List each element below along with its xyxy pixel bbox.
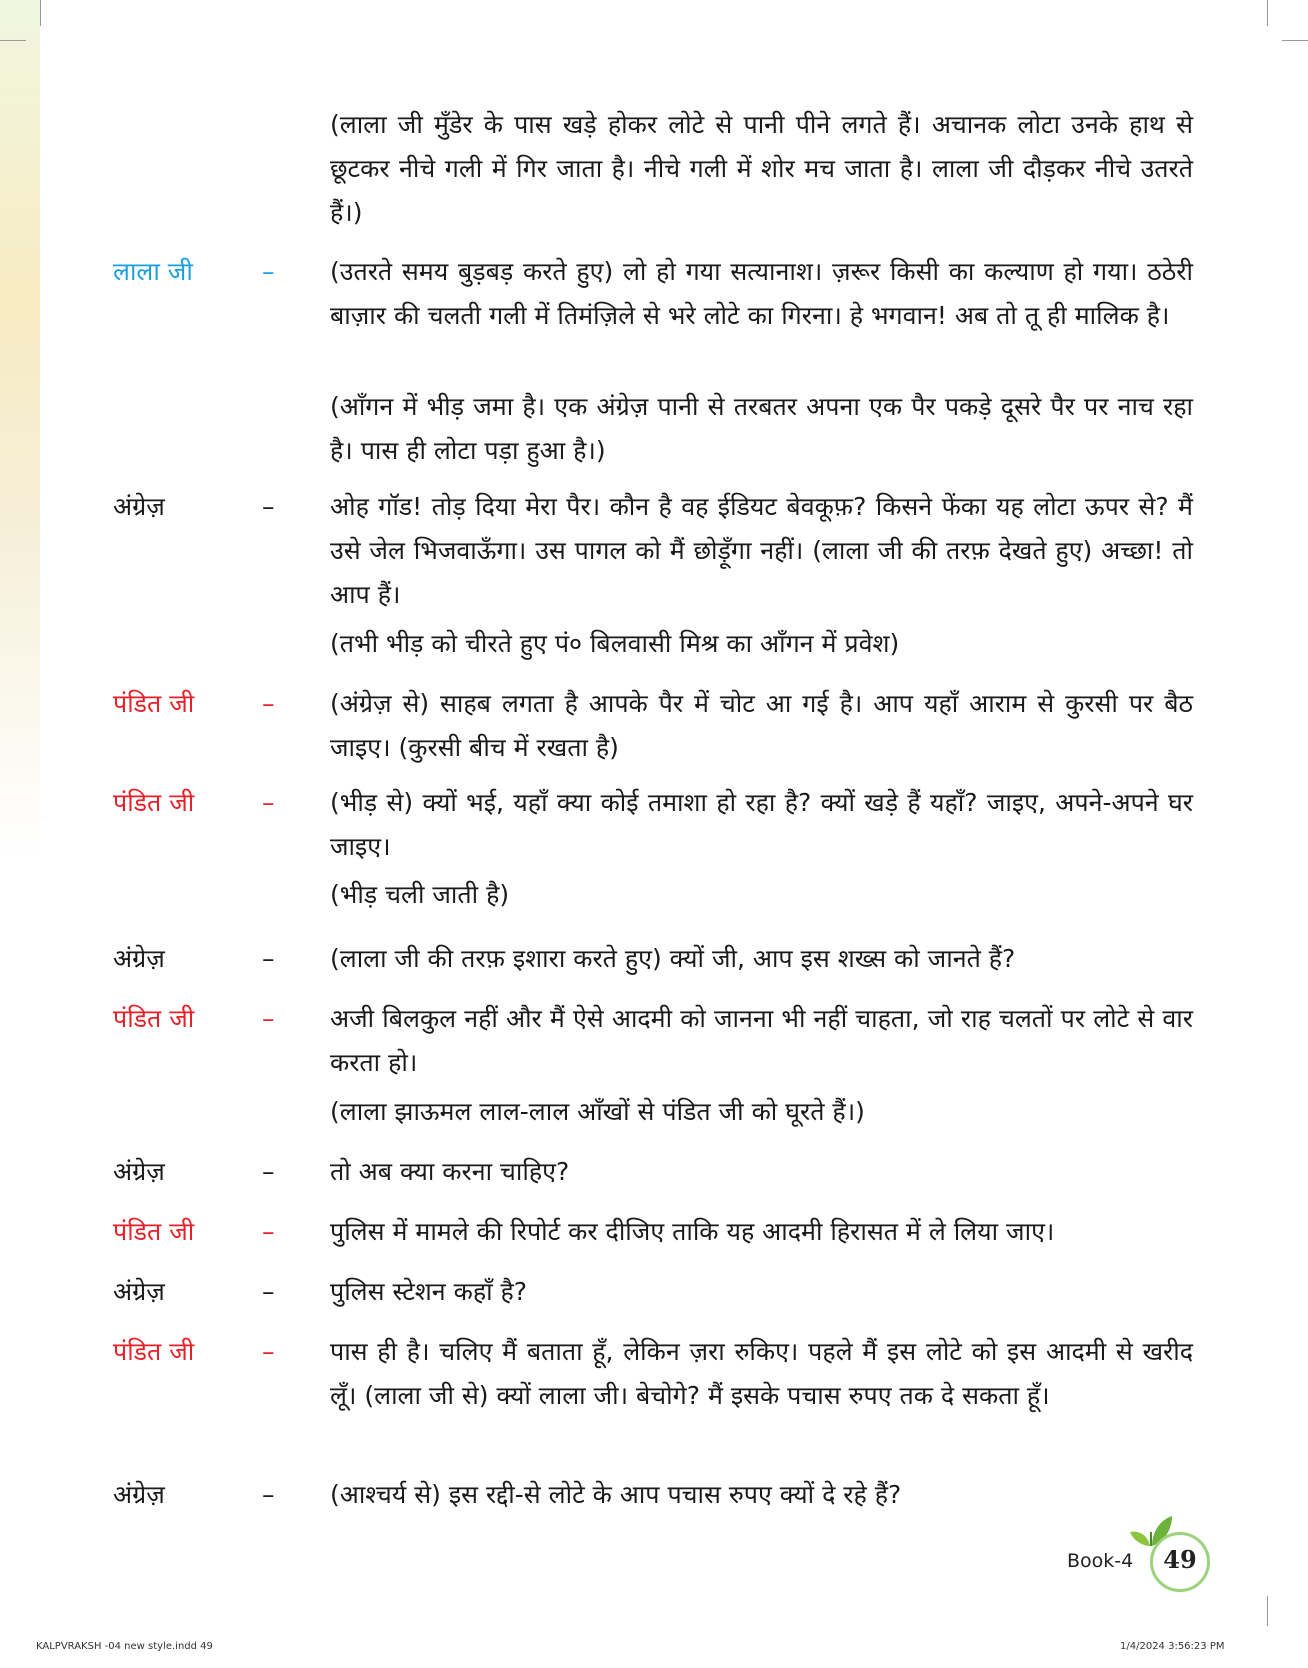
speaker-dash: – — [262, 257, 275, 286]
dialogue-text: ओह गॉड! तोड़ दिया मेरा पैर। कौन है वह ईडियट बेवकूफ़? किसने फेंका यह लोटा ऊपर से? मैं उसे जेल भिजवाऊँगा। उस पागल को मैं छोड़ूँगा नहीं। (लाला जी की तरफ़ देखते हुए) अच्छा! तो आप हैं। — [330, 492, 1193, 609]
speaker-dash: – — [262, 1004, 275, 1033]
stage-direction: (लाला झाऊमल लाल-लाल आँखों से पंडित जी को घूरते हैं।) — [330, 1097, 865, 1126]
crop-mark — [1282, 40, 1308, 41]
footer-file-info: KALPVRAKSH -04 new style.indd 49 — [36, 1641, 213, 1652]
speaker-dash: – — [262, 1217, 275, 1246]
crop-mark — [40, 0, 41, 26]
intro-stage-direction: (लाला जी मुँडेर के पास खड़े होकर लोटे से पानी पीने लगते हैं। अचानक लोटा उनके हाथ से छूटकर नीचे गली में गिर जाता है। नीचे गली में शोर मच जाता है। लाला जी दौड़कर नीचे उतरते हैं।) — [330, 110, 1193, 227]
book-label: Book-4 — [1067, 1550, 1134, 1572]
stage-direction: (तभी भीड़ को चीरते हुए पं० बिलवासी मिश्र का आँगन में प्रवेश) — [330, 629, 900, 658]
dialogue-text: (उतरते समय बुड़बड़ करते हुए) लो हो गया सत्यानाश। ज़रूर किसी का कल्याण हो गया। ठठेरी बाज़ार की चलती गली में तिमंज़िले से भरे लोटे का गिरना। हे भगवान! अब तो तू ही मालिक है। — [330, 257, 1193, 330]
dialogue-text: (आश्चर्य से) इस रद्दी-से लोटे के आप पचास रुपए क्यों दे रहे हैं? — [330, 1480, 902, 1509]
speaker-name: पंडित जी — [113, 1004, 195, 1033]
speaker-name: पंडित जी — [113, 788, 195, 817]
dialogue-text: (भीड़ से) क्यों भई, यहाँ क्या कोई तमाशा हो रहा है? क्यों खड़े हैं यहाँ? जाइए, अपने-अपने घर जाइए। — [330, 788, 1193, 861]
dialogue-text: पुलिस स्टेशन कहाँ है? — [330, 1277, 528, 1306]
speaker-dash: – — [262, 1157, 275, 1186]
speaker-name: अंग्रेज़ — [113, 944, 165, 973]
stage-direction: (आँगन में भीड़ जमा है। एक अंग्रेज़ पानी से तरबतर अपना एक पैर पकड़े दूसरे पैर पर नाच रहा है। पास ही लोटा पड़ा हुआ है।) — [330, 392, 1193, 465]
page-number: 49 — [1163, 1545, 1197, 1574]
dialogue-text: तो अब क्या करना चाहिए? — [330, 1157, 570, 1186]
speaker-dash: – — [262, 788, 275, 817]
speaker-name: अंग्रेज़ — [113, 1157, 165, 1186]
speaker-name: पंडित जी — [113, 689, 195, 718]
stage-direction: (भीड़ चली जाती है) — [330, 880, 510, 909]
speaker-name: पंडित जी — [113, 1217, 195, 1246]
speaker-dash: – — [262, 1337, 275, 1366]
dialogue-text: (लाला जी की तरफ़ इशारा करते हुए) क्यों जी, आप इस शख्स को जानते हैं? — [330, 944, 1016, 973]
crop-mark — [0, 40, 26, 41]
speaker-dash: – — [262, 944, 275, 973]
dialogue-text: (अंग्रेज़ से) साहब लगता है आपके पैर में चोट आ गई है। आप यहाँ आराम से कुरसी पर बैठ जाइए। (कुरसी बीच में रखता है) — [330, 689, 1193, 762]
speaker-name: पंडित जी — [113, 1337, 195, 1366]
speaker-dash: – — [262, 689, 275, 718]
dialogue-text: पास ही है। चलिए मैं बताता हूँ, लेकिन ज़रा रुकिए। पहले मैं इस लोटे को इस आदमी से खरीद लूँ। (लाला जी से) क्यों लाला जी। बेचोगे? मैं इसके पचास रुपए तक दे सकता हूँ। — [330, 1337, 1193, 1410]
speaker-name: अंग्रेज़ — [113, 492, 165, 521]
speaker-name: अंग्रेज़ — [113, 1480, 165, 1509]
speaker-dash: – — [262, 1480, 275, 1509]
dialogue-text: पुलिस में मामले की रिपोर्ट कर दीजिए ताकि यह आदमी हिरासत में ले लिया जाए। — [330, 1217, 1055, 1246]
speaker-dash: – — [262, 492, 275, 521]
crop-mark — [1267, 0, 1268, 26]
speaker-dash: – — [262, 1277, 275, 1306]
crop-mark — [1267, 1596, 1268, 1626]
dialogue-text: अजी बिलकुल नहीं और मैं ऐसे आदमी को जानना भी नहीं चाहता, जो राह चलतों पर लोटे से वार करता हो। — [330, 1004, 1193, 1077]
left-decorative-wash — [0, 0, 40, 860]
speaker-name: लाला जी — [113, 257, 193, 286]
speaker-name: अंग्रेज़ — [113, 1277, 165, 1306]
footer-timestamp: 1/4/2024 3:56:23 PM — [1120, 1641, 1225, 1652]
